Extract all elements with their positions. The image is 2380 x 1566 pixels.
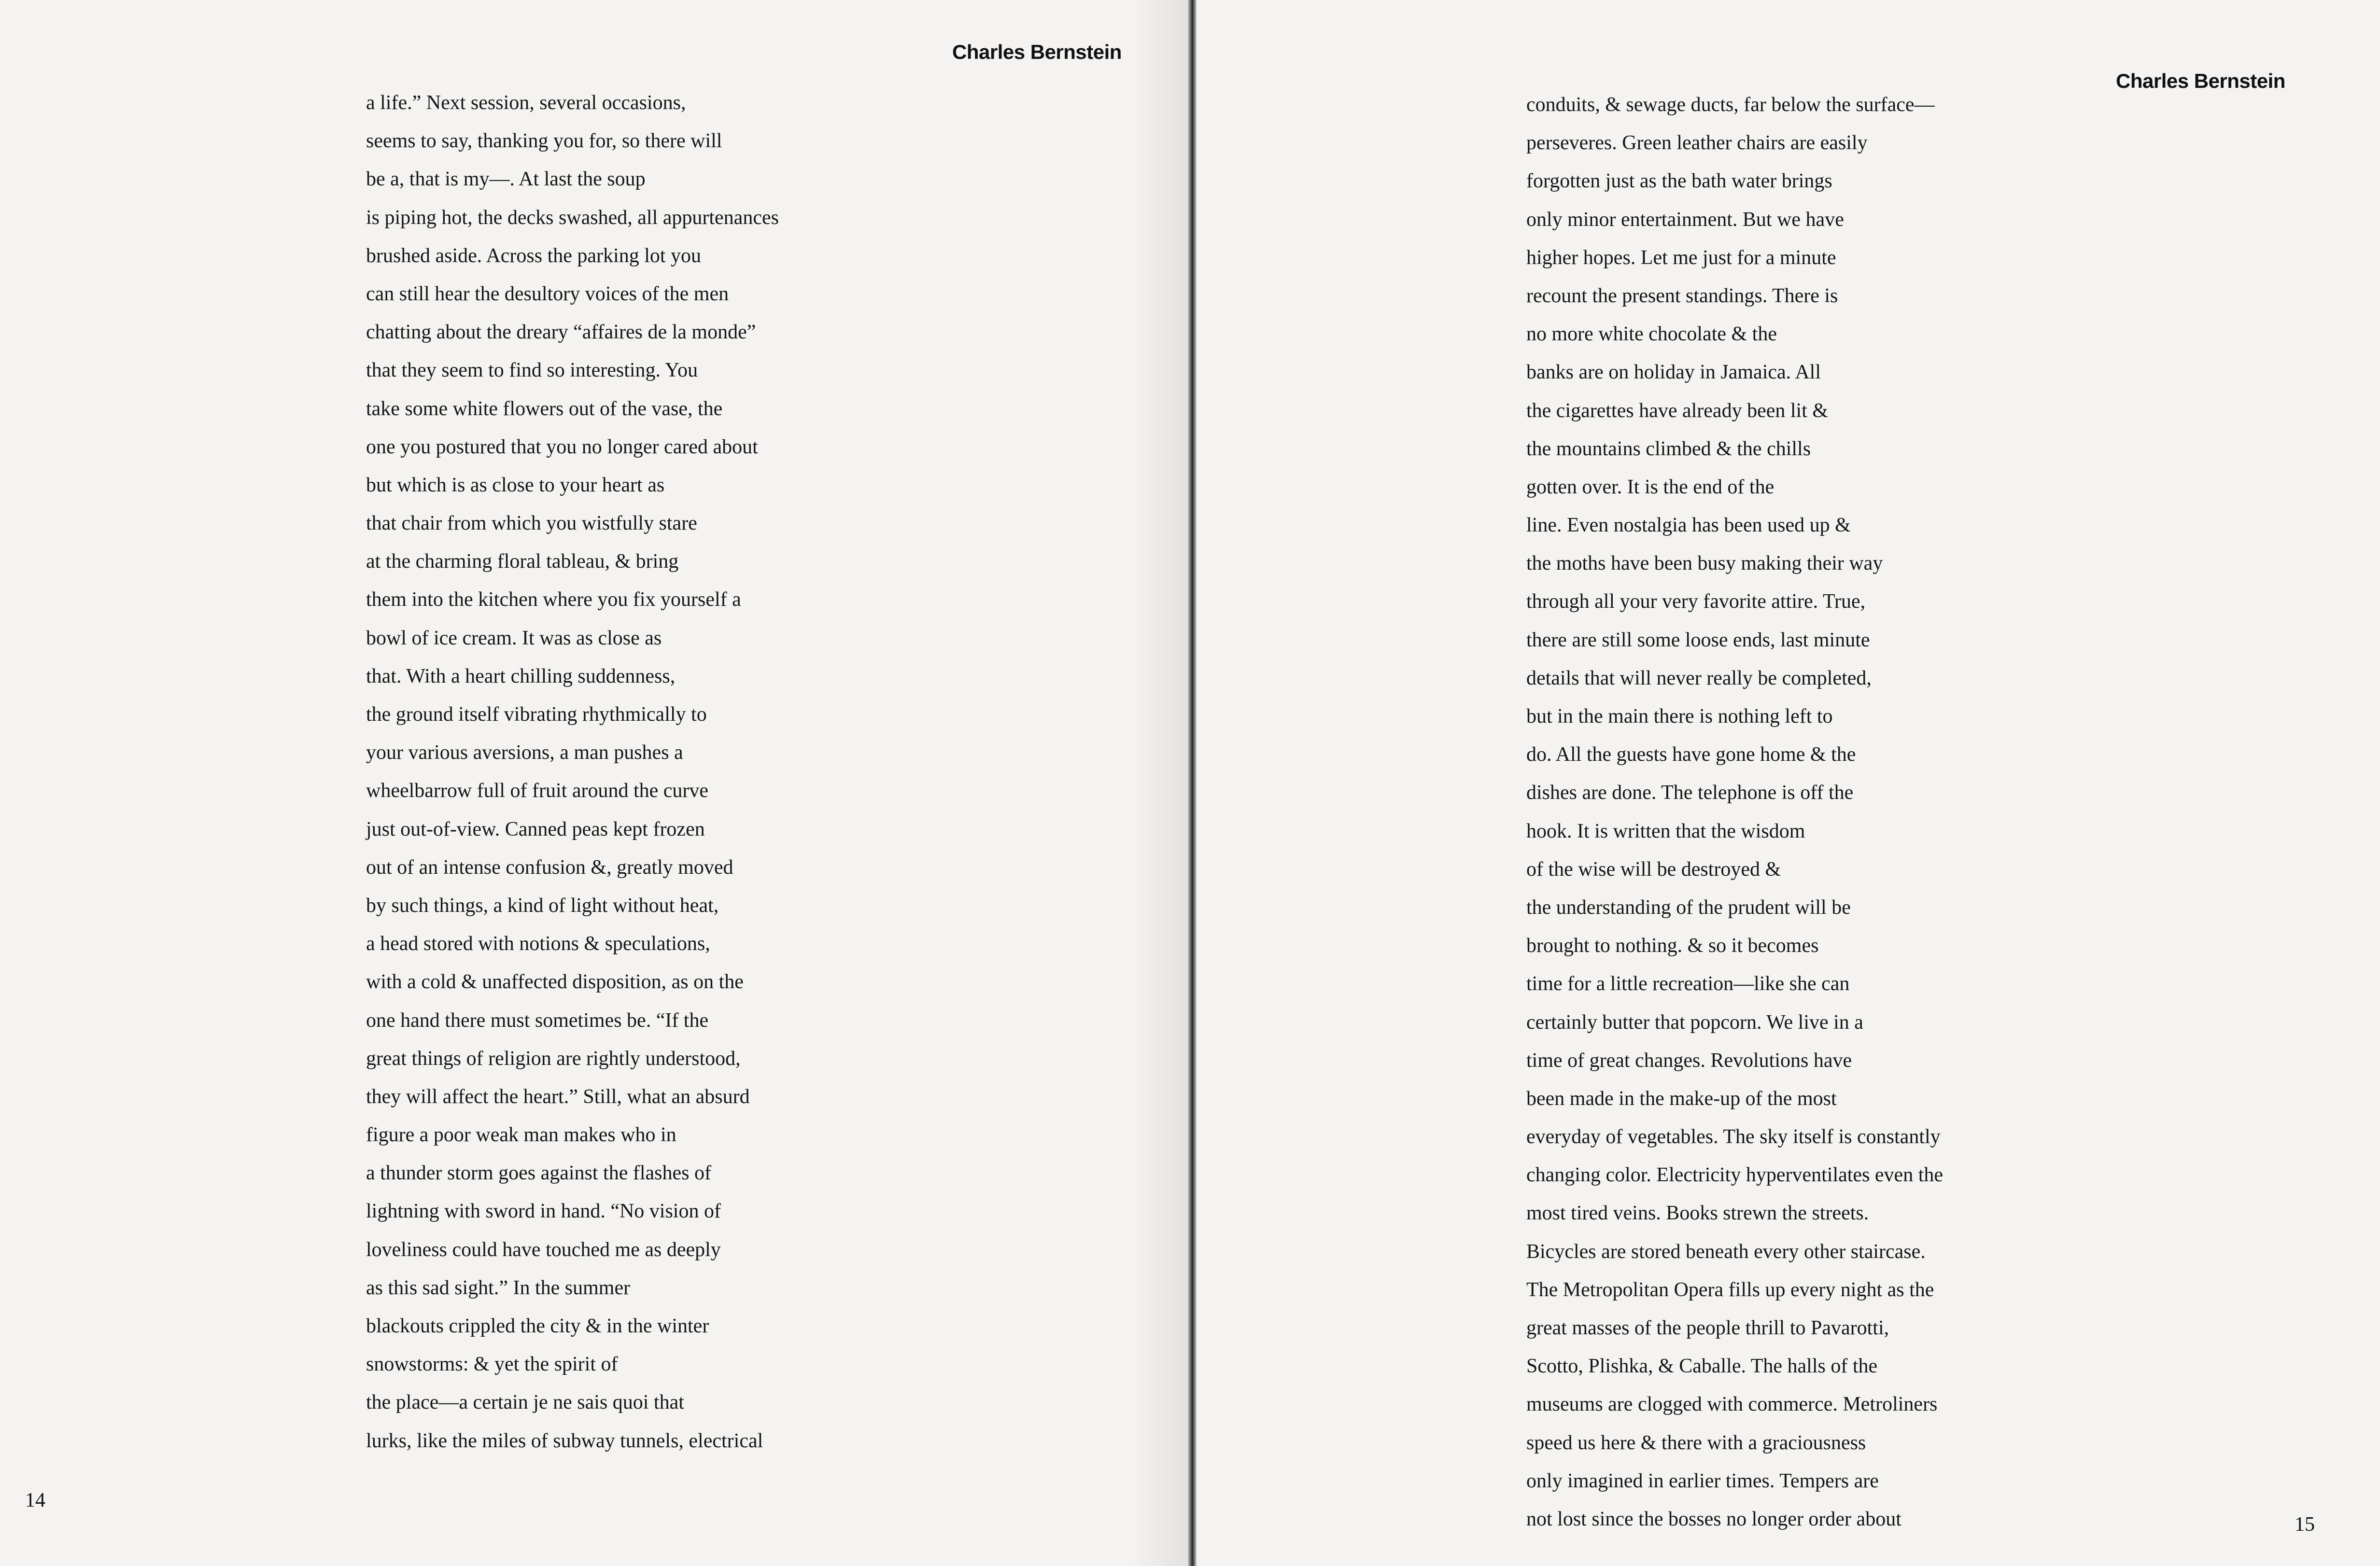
right-line: everyday of vegetables. The sky itself is constantly	[1526, 1126, 1941, 1148]
right-line: the moths have been busy making their way	[1526, 552, 1883, 575]
left-line: seems to say, thanking you for, so there will	[366, 130, 722, 153]
right-line: of the wise will be destroyed &	[1526, 858, 1781, 881]
right-line: hook. It is written that the wisdom	[1526, 820, 1805, 842]
left-page-number: 14	[25, 1489, 45, 1511]
right-page-number: 15	[2295, 1513, 2315, 1536]
book-gutter	[1188, 0, 1197, 1566]
right-line: changing color. Electricity hyperventilates even the	[1526, 1164, 1943, 1187]
left-running-header: Charles Bernstein	[952, 41, 1122, 63]
left-line: they will affect the heart.” Still, what an absurd	[366, 1085, 750, 1108]
right-line: details that will never really be completed,	[1526, 667, 1872, 689]
left-page	[0, 0, 1188, 1566]
left-line: just out-of-view. Canned peas kept frozen	[366, 818, 705, 840]
right-line: banks are on holiday in Jamaica. All	[1526, 361, 1821, 384]
left-line: that they seem to find so interesting. You	[366, 359, 698, 382]
right-line: speed us here & there with a graciousness	[1526, 1431, 1866, 1454]
left-line: at the charming floral tableau, & bring	[366, 550, 679, 573]
left-line: that chair from which you wistfully stare	[366, 512, 697, 535]
right-line: time for a little recreation—like she can	[1526, 973, 1850, 995]
right-line: line. Even nostalgia has been used up &	[1526, 514, 1851, 537]
left-line: is piping hot, the decks swashed, all appurtenances	[366, 206, 779, 229]
right-line: Bicycles are stored beneath every other staircase.	[1526, 1240, 1926, 1263]
right-line: recount the present standings. There is	[1526, 284, 1838, 307]
right-line: no more white chocolate & the	[1526, 323, 1777, 346]
right-line: gotten over. It is the end of the	[1526, 475, 1774, 498]
left-line: chatting about the dreary “affaires de la monde”	[366, 321, 756, 344]
left-line: snowstorms: & yet the spirit of	[366, 1353, 618, 1376]
left-line: lurks, like the miles of subway tunnels, electrical	[366, 1429, 763, 1452]
right-line: only imagined in earlier times. Tempers are	[1526, 1469, 1879, 1492]
left-line: the ground itself vibrating rhythmically to	[366, 703, 707, 726]
left-body-text	[366, 84, 779, 1460]
right-line: museums are clogged with commerce. Metroliners	[1526, 1393, 1938, 1416]
left-line: but which is as close to your heart as	[366, 474, 665, 496]
left-line: take some white flowers out of the vase, the	[366, 397, 723, 420]
right-line: the cigarettes have already been lit &	[1526, 399, 1829, 422]
left-line: the place—a certain je ne sais quoi that	[366, 1391, 684, 1414]
right-line: forgotten just as the bath water brings	[1526, 170, 1832, 193]
left-line: as this sad sight.” In the summer	[366, 1276, 631, 1299]
left-line: one you postured that you no longer cared about	[366, 435, 758, 458]
left-line: a thunder storm goes against the flashes of	[366, 1162, 711, 1185]
left-line: blackouts crippled the city & in the winter	[366, 1315, 709, 1337]
left-line: a life.” Next session, several occasions,	[366, 92, 686, 114]
right-line: The Metropolitan Opera fills up every night as the	[1526, 1278, 1934, 1301]
right-line: higher hopes. Let me just for a minute	[1526, 246, 1836, 269]
right-line: do. All the guests have gone home & the	[1526, 743, 1856, 766]
right-line: only minor entertainment. But we have	[1526, 208, 1844, 231]
left-line: brushed aside. Across the parking lot you	[366, 244, 702, 267]
left-line: a head stored with notions & speculations,	[366, 933, 710, 955]
right-line: great masses of the people thrill to Pavarotti,	[1526, 1317, 1889, 1339]
left-line: can still hear the desultory voices of the men	[366, 282, 729, 305]
left-line: be a, that is my—. At last the soup	[366, 168, 646, 191]
right-line: most tired veins. Books strewn the streets.	[1526, 1202, 1869, 1225]
left-line: lightning with sword in hand. “No vision of	[366, 1200, 721, 1223]
right-line: brought to nothing. & so it becomes	[1526, 935, 1819, 957]
left-line: with a cold & unaffected disposition, as on the	[366, 971, 744, 993]
right-line: certainly butter that popcorn. We live in a	[1526, 1011, 1863, 1034]
right-line: not lost since the bosses no longer order about	[1526, 1508, 1901, 1530]
right-line: Scotto, Plishka, & Caballe. The halls of the	[1526, 1355, 1878, 1378]
right-line: but in the main there is nothing left to	[1526, 705, 1833, 727]
right-body-text	[1526, 86, 1943, 1538]
left-line: loveliness could have touched me as deeply	[366, 1238, 721, 1261]
left-line: out of an intense confusion &, greatly moved	[366, 856, 733, 879]
right-line: the understanding of the prudent will be	[1526, 896, 1851, 919]
right-running-header: Charles Bernstein	[2116, 70, 2285, 92]
left-line: them into the kitchen where you fix yourself a	[366, 588, 741, 611]
left-line: one hand there must sometimes be. “If the	[366, 1009, 709, 1032]
right-page	[1197, 0, 2380, 1566]
left-line: figure a poor weak man makes who in	[366, 1124, 676, 1147]
right-line: the mountains climbed & the chills	[1526, 437, 1811, 460]
left-line: great things of religion are rightly understood,	[366, 1047, 741, 1070]
left-line: that. With a heart chilling suddenness,	[366, 665, 676, 687]
gutter-shadow-left	[1130, 0, 1188, 1566]
left-line: your various aversions, a man pushes a	[366, 741, 683, 764]
left-line: bowl of ice cream. It was as close as	[366, 627, 662, 649]
right-line: been made in the make-up of the most	[1526, 1087, 1837, 1110]
right-line: perseveres. Green leather chairs are easily	[1526, 132, 1868, 154]
right-line: time of great changes. Revolutions have	[1526, 1049, 1852, 1072]
left-line: by such things, a kind of light without heat,	[366, 894, 719, 917]
right-line: conduits, & sewage ducts, far below the surface—	[1526, 94, 1935, 116]
right-line: there are still some loose ends, last minute	[1526, 629, 1870, 651]
left-line: wheelbarrow full of fruit around the curve	[366, 780, 709, 802]
right-line: dishes are done. The telephone is off the	[1526, 782, 1854, 804]
right-line: through all your very favorite attire. True,	[1526, 590, 1866, 613]
